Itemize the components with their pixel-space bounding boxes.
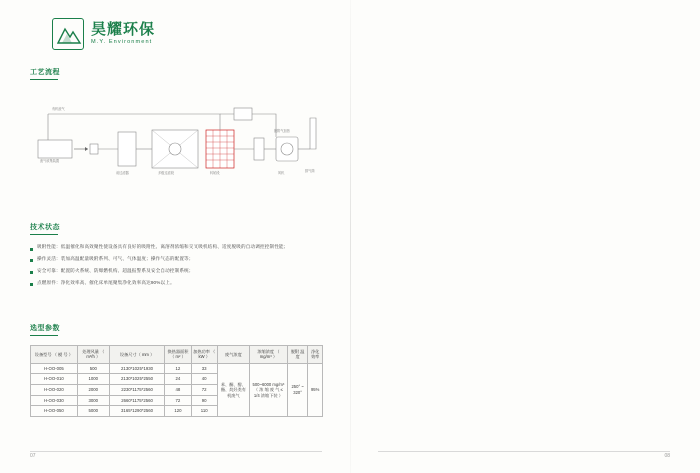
th-efficiency: 净化 效率 [308, 346, 323, 364]
spec-table-wrap [30, 345, 323, 417]
brand-name-en: M.Y. Environment [91, 38, 153, 45]
cell-dimension: 2660*1175*2560 [109, 395, 164, 406]
th-model: 设备型号 （ 模 号 ） [31, 346, 78, 364]
table-header-row [31, 346, 323, 364]
bullet-icon [30, 248, 33, 251]
process-flow-diagram [30, 92, 320, 184]
page-number-right: 08 [664, 453, 670, 459]
cell-airflow: 3000 [77, 395, 109, 406]
page-number-left: 07 [30, 453, 36, 459]
cell-model: H-OO-010 [31, 374, 78, 385]
cell-desorb-temp: 250° ~ 320° [287, 363, 307, 416]
cell-area: 24 [165, 374, 191, 385]
cell-airflow: 2000 [77, 385, 109, 396]
svg-text:转轮段: 转轮段 [210, 171, 220, 175]
cell-model: H-OO-005 [31, 363, 78, 374]
spec-table [30, 345, 323, 417]
th-airflow: 处理风量 （ m³/h ） [77, 346, 109, 364]
table-row [31, 363, 323, 374]
cell-model: H-OO-020 [31, 385, 78, 396]
svg-text:前过滤器: 前过滤器 [116, 171, 129, 175]
cell-airflow: 500 [77, 363, 109, 374]
cell-model: H-OO-050 [31, 406, 78, 417]
th-desorb-temp: 脱附 温度 [287, 346, 307, 364]
tech-bullet-text: 安全可靠：配置防火系统、防爆燃机构、超温报警系及安全自动控制系统； [37, 267, 194, 273]
brand-name-cn: 昊耀环保 [91, 21, 156, 39]
right-page [350, 0, 700, 473]
cell-area: 48 [165, 385, 191, 396]
cell-dimension: 2130*1025*1930 [109, 363, 164, 374]
cell-area: 12 [165, 363, 191, 374]
cell-dimension: 3165*1290*2560 [109, 406, 164, 417]
tech-feature-list [30, 244, 322, 292]
cell-efficiency: 95% [308, 363, 323, 416]
cell-dimension: 2130*1025*2550 [109, 374, 164, 385]
cell-airflow: 1000 [77, 374, 109, 385]
cell-power: 40 [191, 374, 217, 385]
cell-area: 120 [165, 406, 191, 417]
svg-text:有机废气: 有机废气 [52, 107, 65, 111]
cell-power: 33 [191, 363, 217, 374]
bullet-icon [30, 259, 33, 262]
th-area: 换热器面积 （ m² ） [165, 346, 191, 364]
footer-rule [30, 451, 322, 452]
mountain-logo-icon [52, 18, 84, 50]
bullet-icon [30, 283, 33, 286]
cell-power: 72 [191, 385, 217, 396]
th-concentration: 浓缩浓度 （ mg/m³ ） [249, 346, 287, 364]
th-dimension: 设备尺寸（ mm ） [109, 346, 164, 364]
th-gas-type: 废气浓度 [217, 346, 249, 364]
cell-power: 110 [191, 406, 217, 417]
cell-airflow: 5000 [77, 406, 109, 417]
cell-area: 72 [165, 395, 191, 406]
footer-rule [378, 451, 670, 452]
svg-text:废气收集装置: 废气收集装置 [40, 159, 60, 163]
list-item [30, 268, 322, 275]
svg-text:风机: 风机 [278, 171, 285, 175]
cell-dimension: 2230*1175*2560 [109, 385, 164, 396]
brand-text [91, 22, 155, 46]
cell-power: 90 [191, 395, 217, 406]
list-item [30, 244, 322, 251]
list-item [30, 280, 322, 287]
cell-concentration: 500~6000 mg/m³（ 浓 缩 废 气 ≤ 1/4 浓缩下装 ） [249, 363, 287, 416]
th-power: 加热功率 （ kW ） [191, 346, 217, 364]
cell-gas-type: 苯、酮、醇、酯、烷烃类有机废气 [217, 363, 249, 416]
cell-model: H-OO-030 [31, 395, 78, 406]
svg-text:脱附气加热: 脱附气加热 [274, 129, 290, 133]
list-item [30, 256, 322, 263]
tech-bullet-text: 点燃原件：净化效率高、催化床单尾聚集净化效率高达90%以上。 [37, 279, 175, 285]
param-section-title: 选型参数 [30, 325, 60, 332]
svg-text:多级过滤段: 多级过滤段 [158, 171, 174, 175]
tech-bullet-text: 吸附性能：低温催化和高效聚性使设备具有良好的吸附性、离溶剂浓缩和交叉吸机结构、适度脱吸的自动调控控制性能； [37, 244, 289, 249]
bullet-icon [30, 271, 33, 274]
process-section-title: 工艺流程 [30, 69, 60, 76]
tech-section-title: 技术状态 [30, 224, 60, 231]
tech-bullet-text: 操作灵活：装加高温配量吸附系列、可气、气体温度；操作气态的配置等； [37, 255, 194, 261]
svg-text:排气筒: 排气筒 [305, 169, 315, 173]
brand-logo [52, 18, 155, 50]
